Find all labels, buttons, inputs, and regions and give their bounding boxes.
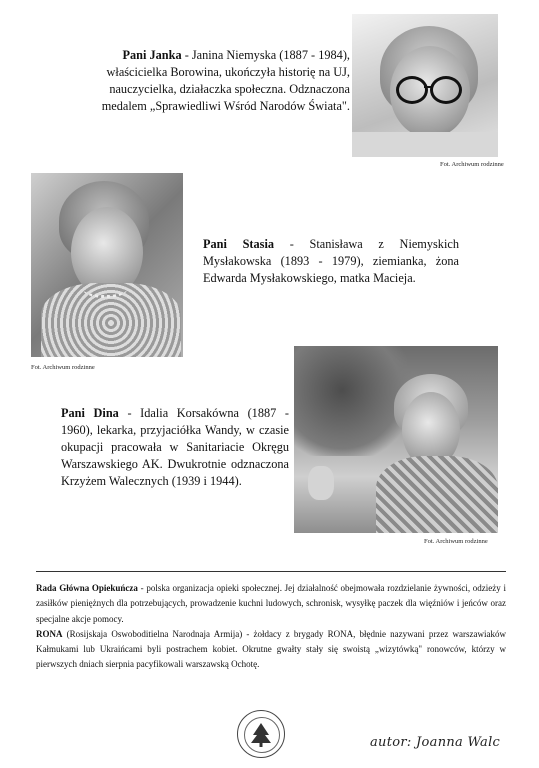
section-divider xyxy=(36,571,506,572)
caption-photo-2: Fot. Archiwum rodzinne xyxy=(31,364,95,371)
note-text: - polska organizacja opieki społecznej. Jej działalność obejmowała rozdzielanie żywności, odzieży i zasiłków pieniężnych dla potrzebujących, prowadzenie kuchni ludowych, schronisk, wysyłkę paczek dla więźniów i jeńców oraz specjalne akcje pomocy. xyxy=(36,583,506,624)
photo-pani-janka xyxy=(352,14,498,157)
bio-text: - Janina Niemyska (1887 - 1984), właścicielka Borowina, ukończyła historię na UJ, nauczycielka, działaczka społeczna. Odznaczona medalem „Sprawiedliwi Wśród Narodów Świata". xyxy=(101,48,350,113)
note-rgo xyxy=(36,581,506,627)
note-term: Rada Główna Opiekuńcza xyxy=(36,583,138,593)
caption-photo-1: Fot. Archiwum rodzinne xyxy=(440,161,504,168)
note-text: (Rosijskaja Oswoboditielna Narodnaja Armija) - żołdacy z brygady RONA, błędnie nazywani przez warszawiaków Kałmukami lub Ukraińcami byli postrachem kobiet. Okrutne gwałty stały się swoistą „wizytówką" ronowców, którzy w pierwszych dniach sierpnia pacyfikowali warszawską Ochotę. xyxy=(36,628,506,670)
footnotes xyxy=(36,581,506,673)
bio-text: - Stanisława z Niemyskich Mysłakowska (1893 - 1979), ziemianka, żona Edwarda Mysłakowskiego, matka Macieja. xyxy=(203,237,459,285)
photo-pani-stasia xyxy=(31,173,183,357)
bio-name: Pani Janka xyxy=(122,48,182,62)
caption-photo-3: Fot. Archiwum rodzinne xyxy=(424,538,488,545)
bio-name: Pani Stasia xyxy=(203,237,275,251)
note-rona xyxy=(36,627,506,673)
author-signature: autor: Joanna Walc xyxy=(370,735,501,750)
bio-pani-dina xyxy=(61,405,289,490)
bio-pani-janka xyxy=(66,47,350,115)
note-term: RONA xyxy=(36,628,63,639)
tree-icon xyxy=(238,711,284,757)
photo-pani-dina xyxy=(294,346,498,533)
society-stamp-logo xyxy=(237,710,285,758)
bio-name: Pani Dina xyxy=(61,406,119,420)
bio-pani-stasia xyxy=(203,236,459,287)
bio-text: - Idalia Korsakówna (1887 - 1960), lekarka, przyjaciółka Wandy, w czasie okupacji pracowała w Sanitariacie Okręgu Warszawskiego AK. Dwukrotnie odznaczona Krzyżem Walecznych (1939 i 1944). xyxy=(61,406,289,488)
